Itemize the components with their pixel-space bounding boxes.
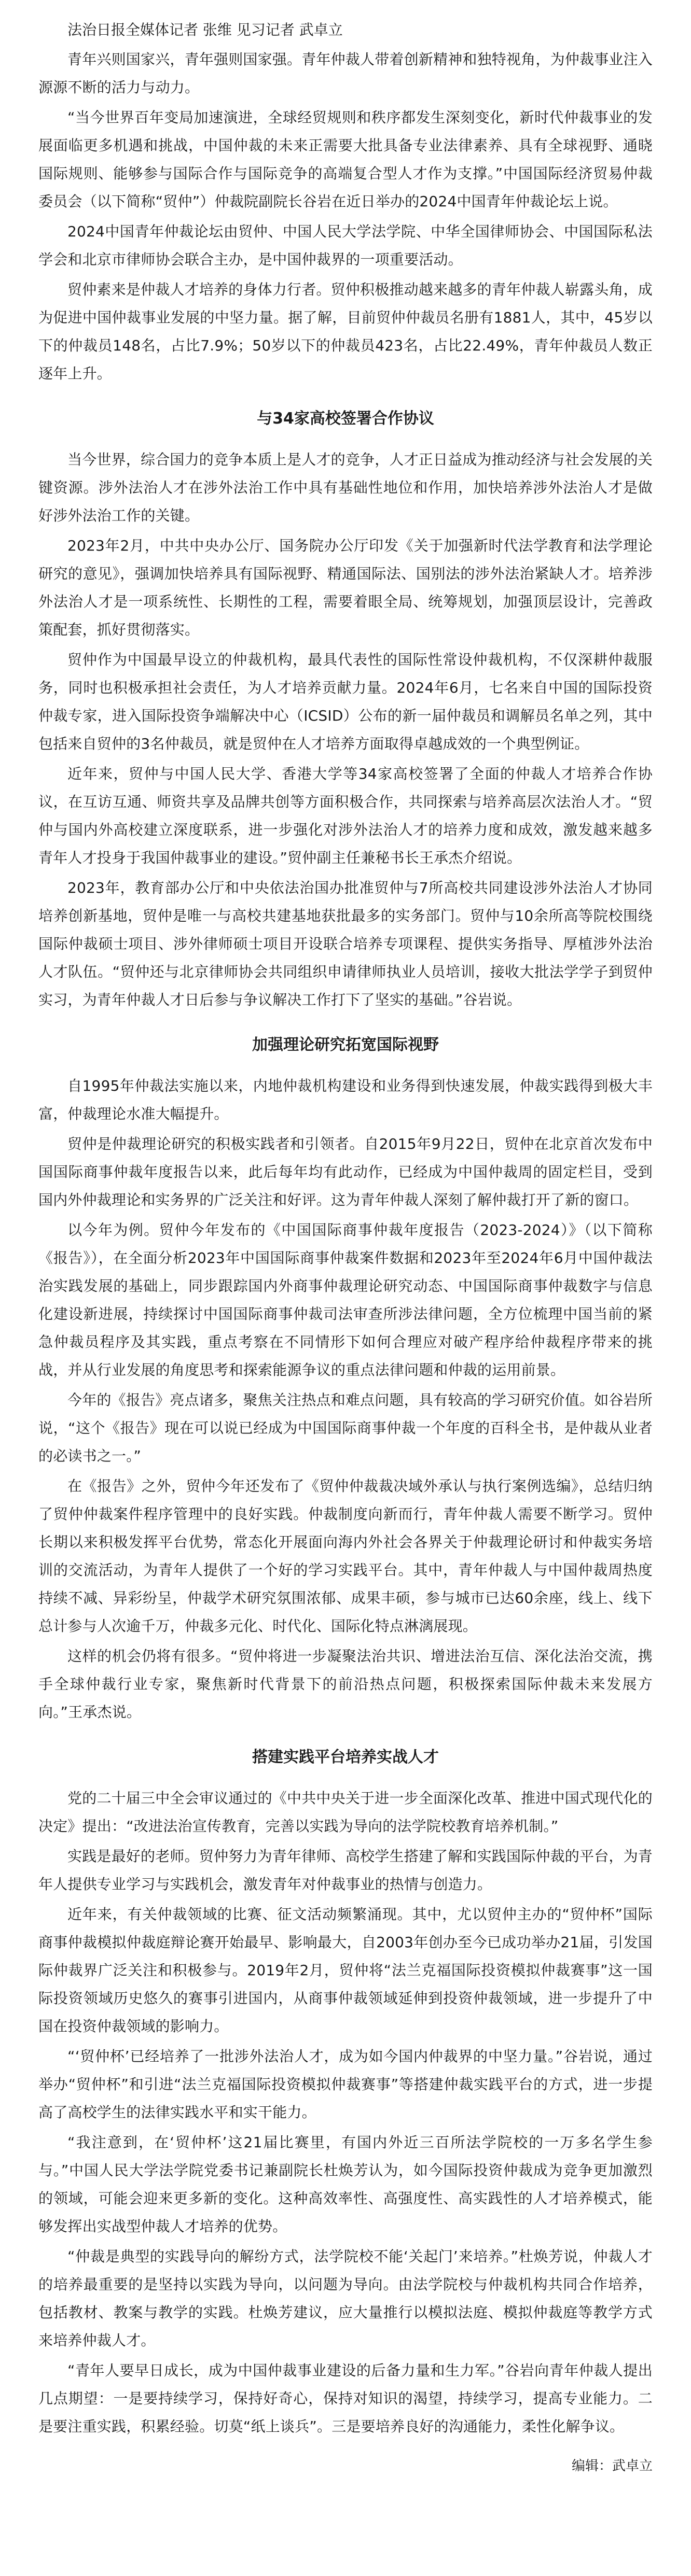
byline: 法治日报全媒体记者 张维 见习记者 武卓立 [67, 21, 343, 38]
article-paragraph: 近年来，有关仲裁领域的比赛、征文活动频繁涌现。其中，尤以贸仲主办的“贸仲杯”国际商事仲裁模拟仲裁庭辩论赛开始最早、影响最大，自2003年创办至今已成功举办21届，引发国际仲裁界广泛关注和积极参与。2019年2月，贸仲将“法兰克福国际投资模拟仲裁赛事”这一国际投资领域历史悠久的赛事引进国内，从商事仲裁领域延伸到投资仲裁领域，进一步提升了中国在投资仲裁领域的影响力。 [38, 1906, 653, 2035]
article-paragraph: 近年来，贸仲与中国人民大学、香港大学等34家高校签署了全面的仲裁人才培养合作协议，在互访互通、师资共享及品牌共创等方面积极合作，共同探索与培养高层次法治人才。“贸仲与国内外高校建立深度联系，进一步强化对涉外法治人才的培养力度和成效，激发越来越多青年人才投身于我国仲裁事业的建设。”贸仲副主任兼秘书长王承杰介绍说。 [38, 765, 653, 866]
article-paragraph: 党的二十届三中全会审议通过的《中共中央关于进一步全面深化改革、推进中国式现代化的决定》提出：“改进法治宣传教育，完善以实践为导向的法学院校教育培养机制。” [38, 1790, 653, 1835]
article-paragraph: 以今年为例。贸仲今年发布的《中国国际商事仲裁年度报告（2023-2024）》（以下简称《报告》），在全面分析2023年中国国际商事仲裁案件数据和2023年至2024年6月中国仲裁法治实践发展的基础上，同步跟踪国内外商事仲裁理论研究动态、中国国际商事仲裁数字与信息化建设新进展，持续探讨中国国际商事仲裁司法审查所涉法律问题，全方位梳理中国当前的紧急仲裁员程序及其实践，重点考察在不同情形下如何合理应对破产程序给仲裁程序带来的挑战，并从行业发展的角度思考和探索能源争议的重点法律问题和仲裁的运用前景。 [38, 1221, 653, 1378]
article-body [38, 46, 653, 2441]
article-paragraph: “青年人要早日成长，成为中国仲裁事业建设的后备力量和生力军。”谷岩向青年仲裁人提出几点期望：一是要持续学习，保持好奇心，保持对知识的渴望，持续学习，提高专业能力。二是要注重实践，积累经验。切莫“纸上谈兵”。三是要培养良好的沟通能力，柔性化解争议。 [38, 2362, 653, 2435]
article-paragraph: 贸仲是仲裁理论研究的积极实践者和引领者。自2015年9月22日，贸仲在北京首次发布中国国际商事仲裁年度报告以来，此后每年均有此动作，已经成为中国仲裁周的固定栏目，受到国内外仲裁理论和实务界的广泛关注和好评。这为青年仲裁人深刻了解仲裁打开了新的窗口。 [38, 1135, 653, 1208]
article-paragraph: “当今世界百年变局加速演进，全球经贸规则和秩序都发生深刻变化，新时代仲裁事业的发展面临更多机遇和挑战，中国仲裁的未来正需要大批具备专业法律素养、具有全球视野、通晓国际规则、能够参与国际合作与国际竞争的高端复合型人才作为支撑。”中国国际经济贸易仲裁委员会（以下简称“贸仲”）仲裁院副院长谷岩在近日举办的2024中国青年仲裁论坛上说。 [38, 109, 653, 210]
article-paragraph: 今年的《报告》亮点诸多，聚焦关注热点和难点问题，具有较高的学习研究价值。如谷岩所说，“这个《报告》现在可以说已经成为中国国际商事仲裁一个年度的百科全书，是仲裁从业者的必读书之一。” [38, 1391, 653, 1465]
article-paragraph: 2023年，教育部办公厅和中央依法治国办批准贸仲与7所高校共同建设涉外法治人才协同培养创新基地，贸仲是唯一与高校共建基地获批最多的实务部门。贸仲与10余所高等院校围绕国际仲裁硕士项目、涉外律师硕士项目开设联合培养专项课程、提供实务指导、厚植涉外法治人才队伍。“贸仲还与北京律师协会共同组织申请律师执业人员培训，接收大批法学学子到贸仲实习，为青年仲裁人才日后参与争议解决工作打下了坚实的基础。”谷岩说。 [38, 879, 653, 1008]
article-paragraph: 2024中国青年仲裁论坛由贸仲、中国人民大学法学院、中华全国律师协会、中国国际私法学会和北京市律师协会联合主办，是中国仲裁界的一项重要活动。 [38, 223, 653, 268]
article-paragraph: 青年兴则国家兴，青年强则国家强。青年仲裁人带着创新精神和独特视角，为仲裁事业注入源源不断的活力与动力。 [38, 51, 653, 96]
section-heading: 与34家高校签署合作协议 [257, 410, 434, 428]
article-paragraph: 贸仲作为中国最早设立的仲裁机构，最具代表性的国际性常设仲裁机构，不仅深耕仲裁服务，同时也积极承担社会责任，为人才培养贡献力量。2024年6月，七名来自中国的国际投资仲裁专家，进入国际投资争端解决中心（ICSID）公布的新一届仲裁员和调解员名单之列，其中包括来自贸仲的3名仲裁员，就是贸仲在人才培养方面取得卓越成效的一个典型例证。 [38, 651, 653, 752]
article-paragraph: 当今世界，综合国力的竞争本质上是人才的竞争，人才正日益成为推动经济与社会发展的关键资源。涉外法治人才在涉外法治工作中具有基础性地位和作用，加快培养涉外法治人才是做好涉外法治工作的关键。 [38, 451, 653, 524]
article-paragraph: “‘贸仲杯’已经培养了一批涉外法治人才，成为如今国内仲裁界的中坚力量。”谷岩说，通过举办“贸仲杯”和引进“法兰克福国际投资模拟仲裁赛事”等搭建仲裁实践平台的方式，进一步提高了高校学生的法律实践水平和实干能力。 [38, 2048, 653, 2121]
article-paragraph: 实践是最好的老师。贸仲努力为青年律师、高校学生搭建了解和实践国际仲裁的平台，为青年人提供专业学习与实践机会，激发青年对仲裁事业的热情与创造力。 [38, 1848, 653, 1893]
article-paragraph: “我注意到，在‘贸仲杯’这21届比赛里，有国内外近三百所法学院校的一万多名学生参与。”中国人民大学法学院党委书记兼副院长杜焕芳认为，如今国际投资仲裁成为竞争更加激烈的领域，可能会迎来更多新的变化。这种高效率性、高强度性、高实践性的人才培养模式，能够发挥出实战型仲裁人才培养的优势。 [38, 2134, 653, 2235]
section-heading: 加强理论研究拓宽国际视野 [252, 1036, 439, 1054]
article-paragraph: 贸仲素来是仲裁人才培养的身体力行者。贸仲积极推动越来越多的青年仲裁人崭露头角，成为促进中国仲裁事业发展的中坚力量。据了解，目前贸仲仲裁员名册有1881人，其中，45岁以下的仲裁员148名，占比7.9%；50岁以下的仲裁员423名，占比22.49%，青年仲裁员人数正逐年上升。 [38, 281, 653, 382]
article-paragraph: “仲裁是典型的实践导向的解纷方式，法学院校不能‘关起门’来培养。”杜焕芳说，仲裁人才的培养最重要的是坚持以实践为导向，以问题为导向。由法学院校与仲裁机构共同合作培养，包括教材、教案与教学的实践。杜焕芳建议，应大量推行以模拟法庭、模拟仲裁庭等教学方式来培养仲裁人才。 [38, 2248, 653, 2349]
editor-credit: 编辑：武卓立 [571, 2458, 653, 2474]
section-heading: 搭建实践平台培养实战人才 [252, 1748, 439, 1766]
article-paragraph: 这样的机会仍将有很多。“贸仲将进一步凝聚法治共识、增进法治互信、深化法治交流，携手全球仲裁行业专家，聚焦新时代背景下的前沿热点问题，积极探索国际仲裁未来发展方向。”王承杰说。 [38, 1648, 653, 1721]
article-paragraph: 自1995年仲裁法实施以来，内地仲裁机构建设和业务得到快速发展，仲裁实践得到极大丰富，仲裁理论水准大幅提升。 [38, 1077, 653, 1122]
article-paragraph: 2023年2月，中共中央办公厅、国务院办公厅印发《关于加强新时代法学教育和法学理论研究的意见》，强调加快培养具有国际视野、精通国际法、国别法的涉外法治紧缺人才。培养涉外法治人才是一项系统性、长期性的工程，需要着眼全局、统筹规划，加强顶层设计，完善政策配套，抓好贯彻落实。 [38, 537, 653, 638]
article-paragraph: 在《报告》之外，贸仲今年还发布了《贸仲仲裁裁决域外承认与执行案例选编》，总结归纳了贸仲仲裁案件程序管理中的良好实践。仲裁制度向新而行，青年仲裁人需要不断学习。贸仲长期以来积极发挥平台优势，常态化开展面向海内外社会各界关于仲裁理论研讨和仲裁实务培训的交流活动，为青年人提供了一个好的学习实践平台。其中，青年仲裁人与中国仲裁周热度持续不减、异彩纷呈，仲裁学术研究氛围浓郁、成果丰硕，参与城市已达60余座，线上、线下总计参与人次逾千万，仲裁多元化、时代化、国际化特点淋漓展现。 [38, 1477, 653, 1635]
